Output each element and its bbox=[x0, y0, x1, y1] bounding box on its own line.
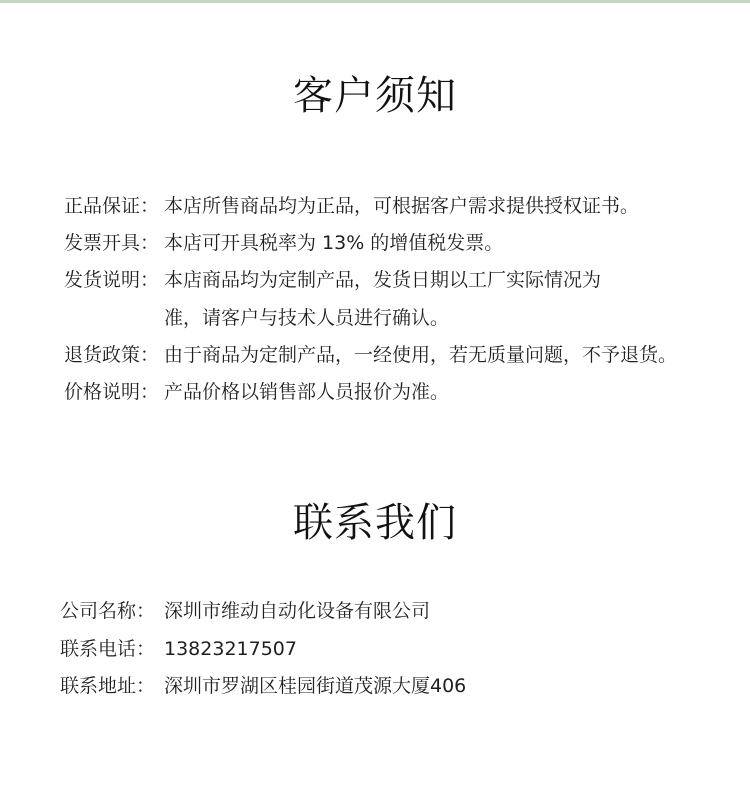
notice-value-continued: 准，请客户与技术人员进行确认。 bbox=[164, 307, 450, 329]
address: 深圳市罗湖区桂园街道茂源大厦406 bbox=[164, 675, 467, 697]
notice-value: 本店所售商品均为正品，可根据客户需求提供授权证书。 bbox=[164, 195, 640, 217]
notice-title: 客户须知 bbox=[293, 73, 457, 119]
notice-value: 产品价格以销售部人员报价为准。 bbox=[164, 381, 450, 403]
notice-value: 由于商品为定制产品，一经使用，若无质量问题，不予退货。 bbox=[164, 344, 678, 366]
notice-label: 退货政策： bbox=[64, 344, 160, 366]
top-border bbox=[0, 0, 750, 3]
company-name: 深圳市维动自动化设备有限公司 bbox=[164, 600, 431, 622]
notice-label: 发票开具： bbox=[64, 232, 160, 254]
notice-value: 本店可开具税率为 13% 的增值税发票。 bbox=[164, 232, 504, 254]
notice-value: 本店商品均为定制产品，发货日期以工厂实际情况为 bbox=[164, 269, 602, 291]
notice-label: 正品保证： bbox=[64, 195, 160, 217]
notice-label: 价格说明： bbox=[64, 381, 160, 403]
phone-number: 13823217507 bbox=[164, 638, 297, 660]
contact-title: 联系我们 bbox=[293, 500, 457, 546]
contact-label: 联系地址： bbox=[60, 675, 156, 697]
contact-label: 联系电话： bbox=[60, 638, 156, 660]
notice-label: 发货说明： bbox=[64, 269, 160, 291]
contact-label: 公司名称： bbox=[60, 600, 156, 622]
